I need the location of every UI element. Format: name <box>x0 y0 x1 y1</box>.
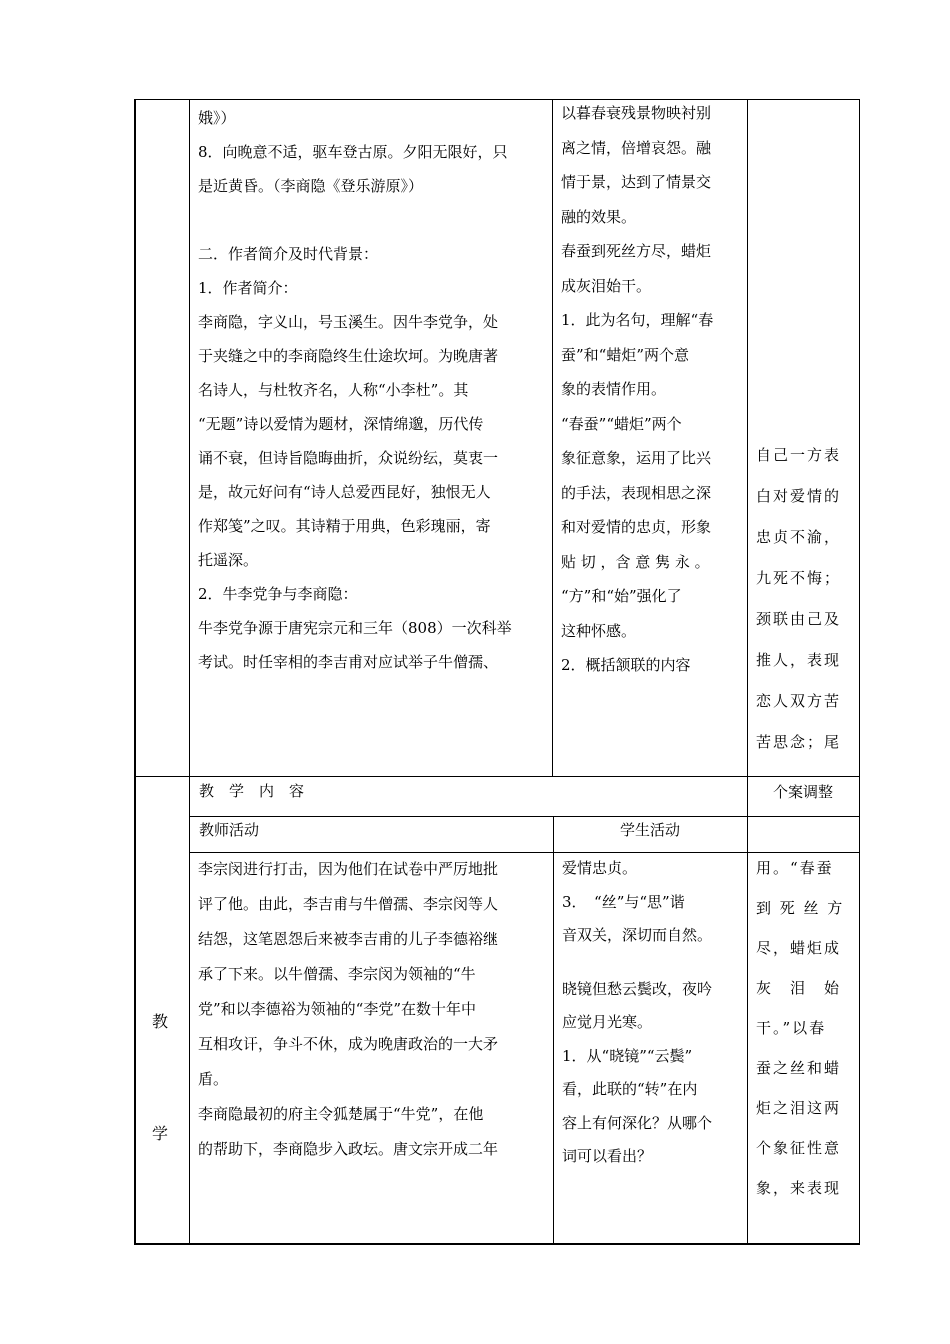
text-line: 李商隐，字义山，号玉溪生。因牛李党争，处 <box>198 313 499 331</box>
adjust-column-divider <box>747 99 748 1245</box>
table-bottom-border <box>134 1243 860 1245</box>
text-line: 贴 切 ，含 意 隽 永 。 <box>561 552 710 571</box>
lower-student-content <box>562 852 742 1240</box>
text-line: 2．概括颔联的内容 <box>561 656 691 674</box>
text-line: 党”和以李德裕为领袖的“李党”在数十年中 <box>198 1000 477 1018</box>
upper-main-content <box>198 101 544 773</box>
text-line: 情于景，达到了情景交 <box>561 173 712 191</box>
text-line: 1．从“晓镜”“云鬓” <box>562 1046 693 1065</box>
side-column-divider <box>189 99 190 1245</box>
text-line: 推人，表现 <box>756 651 842 669</box>
subsection-heading: 2．牛李党争与李商隐： <box>198 585 358 603</box>
text-line: 8．向晚意不适，驱车登古原。夕阳无限好，只 <box>198 143 508 161</box>
text-line: 融的效果。 <box>561 207 637 226</box>
text-line: 诵不衰，但诗旨隐晦曲折，众说纷纭，莫衷一 <box>198 449 499 467</box>
text-line: “方”和“始”强化了 <box>561 587 682 605</box>
blank-line <box>198 203 544 237</box>
text-line: 互相攻讦，争斗不休，成为晚唐政治的一大矛 <box>198 1035 499 1053</box>
text-line: 自己一方表 <box>756 446 842 464</box>
text-line: 炬之泪这两 <box>756 1099 842 1117</box>
poem-line: 晓镜但愁云鬓改，夜吟 <box>562 979 713 998</box>
lower-main-content <box>198 852 544 1240</box>
side-label-teach: 教 <box>152 1012 169 1031</box>
text-line: 容上有何深化？从哪个 <box>562 1113 713 1132</box>
text-line: 于夹缝之中的李商隐终生仕途坎坷。为晚唐著 <box>198 347 499 365</box>
student-column-divider-upper <box>552 99 553 776</box>
text-line: 李宗闵进行打击，因为他们在试卷中严厉地批 <box>198 860 499 878</box>
text-line: 词可以看出？ <box>562 1147 653 1165</box>
text-line: 象征意象，运用了比兴 <box>561 449 712 467</box>
lower-adjust-content <box>756 848 856 1240</box>
text-line: 李商隐最初的府主令狐楚属于“牛党”，在他 <box>198 1105 484 1123</box>
text-line: 灰 泪 始 <box>756 979 842 997</box>
student-activity-header: 学生活动 <box>619 821 680 839</box>
text-line: 离之情，倍增哀怨。融 <box>561 138 712 157</box>
text-line: 蚕”和“蜡炬”两个意 <box>561 345 690 364</box>
text-line: 托遥深。 <box>198 551 259 569</box>
text-line: 作郑笺”之叹。其诗精于用典，色彩瑰丽，寄 <box>198 517 491 535</box>
text-line: 和对爱情的忠贞，形象 <box>561 518 712 536</box>
text-line: 的帮助下，李商隐步入政坛。唐文宗开成二年 <box>198 1140 499 1158</box>
text-line: 是近黄昏。（李商隐《登乐游原》） <box>198 177 424 195</box>
text-line: 用。“春蚕 <box>756 859 834 877</box>
upper-adjust-content <box>756 435 856 775</box>
text-line: 蚕之丝和蜡 <box>756 1059 842 1077</box>
text-line: 个象征性意 <box>756 1139 842 1157</box>
table-top-border <box>134 99 860 100</box>
text-line: 白对爱情的 <box>756 487 842 505</box>
text-line: 象，来表现 <box>756 1179 842 1197</box>
table-right-border <box>859 99 860 1245</box>
teacher-activity-header: 教师活动 <box>199 821 260 839</box>
section-heading: 二．作者简介及时代背景： <box>198 245 379 263</box>
text-line: 以暮春衰残景物映衬别 <box>561 104 712 122</box>
text-line: 干。”以春 <box>756 1019 827 1037</box>
side-label-learn: 学 <box>152 1124 169 1143</box>
upper-section-bottom-border <box>134 776 860 777</box>
text-line: 的手法，表现相思之深 <box>561 483 712 502</box>
table-left-border <box>134 99 136 1245</box>
text-line: 是，故元好问有“诗人总爱西昆好，独恨无人 <box>198 483 491 501</box>
text-line: “无题”诗以爱情为题材，深情绵邈，历代传 <box>198 415 484 433</box>
text-line: 娥》） <box>198 109 236 127</box>
text-line: 盾。 <box>198 1070 229 1088</box>
text-line: 看，此联的“转”在内 <box>562 1080 698 1098</box>
text-line: 九死不悔； <box>756 569 842 587</box>
text-line: 恋人双方苦 <box>756 692 842 710</box>
text-line: 这种怀感。 <box>561 621 637 640</box>
text-line: 3． “丝”与“思”谐 <box>562 892 685 911</box>
text-line: “春蚕”“蜡炬”两个 <box>561 414 682 433</box>
poem-line: 应觉月光寒。 <box>562 1013 653 1031</box>
text-line: 结怨，这笔恩怨后来被李吉甫的儿子李德裕继 <box>198 930 499 948</box>
header-row-divider <box>189 816 860 817</box>
text-line: 尽，蜡炬成 <box>756 939 842 957</box>
text-line: 象的表情作用。 <box>561 380 667 398</box>
text-line: 苦思念；尾 <box>756 733 842 751</box>
text-line: 音双关，深切而自然。 <box>562 926 713 944</box>
upper-student-content <box>561 96 741 774</box>
poem-line: 成灰泪始干。 <box>561 276 652 295</box>
text-line: 考试。时任宰相的李吉甫对应试举子牛僧孺、 <box>198 653 499 671</box>
text-line: 承了下来。以牛僧孺、李宗闵为领袖的“牛 <box>198 965 476 983</box>
text-line: 1．此为名句，理解“春 <box>561 311 714 329</box>
text-line <box>756 763 856 775</box>
text-line: 忠贞不渝， <box>756 528 842 546</box>
student-column-divider-lower <box>553 816 554 1245</box>
blank-line <box>562 953 742 973</box>
subsection-heading: 1．作者简介： <box>198 279 298 297</box>
case-adjustment-header: 个案调整 <box>773 783 834 801</box>
text-line: 牛李党争源于唐宪宗元和三年（808）一次科举 <box>198 619 512 637</box>
text-line: 名诗人，与杜牧齐名，人称“小李杜”。其 <box>198 381 469 399</box>
text-line: 到 死 丝 方 <box>756 899 845 917</box>
poem-line: 春蚕到死丝方尽，蜡炬 <box>561 242 712 260</box>
text-line: 颈联由己及 <box>756 610 842 628</box>
teaching-content-header: 教 学 内 容 <box>199 782 305 800</box>
text-line: 评了他。由此，李吉甫与牛僧孺、李宗闵等人 <box>198 895 499 913</box>
text-line: 爱情忠贞。 <box>562 859 638 877</box>
